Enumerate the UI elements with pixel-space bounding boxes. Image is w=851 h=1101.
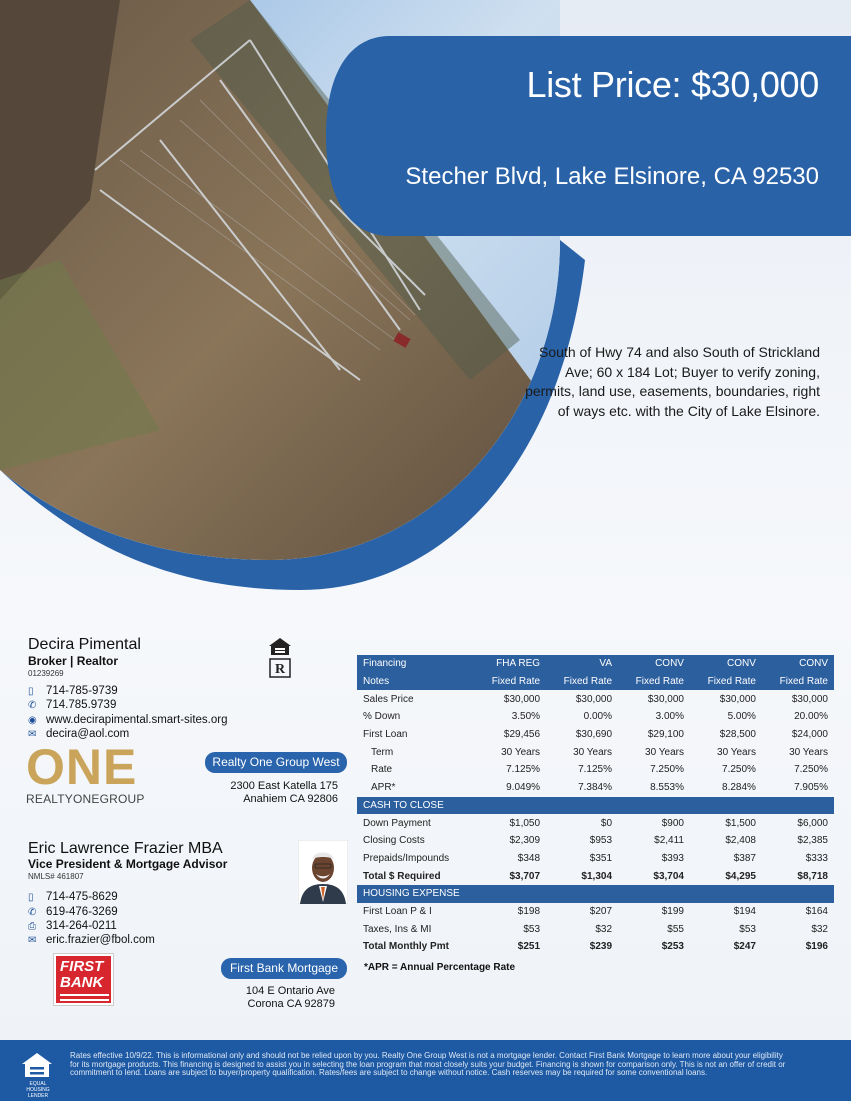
table-cell: $1,500 <box>725 817 756 829</box>
table-cell: $1,050 <box>509 817 541 829</box>
table-cell: 7.125% <box>506 764 541 776</box>
table-cell: $164 <box>805 905 828 917</box>
office-addr-line2: Anahiem CA 92806 <box>243 793 338 805</box>
table-cell: 3.50% <box>511 711 541 723</box>
table-cell: $194 <box>733 905 756 917</box>
table-cell: 7.250% <box>722 764 756 776</box>
table-row <box>357 903 834 921</box>
table-cell: 7.250% <box>650 764 684 776</box>
footer-disclaimer: Rates effective 10/9/22. This is informational only and should not be relied upon by you. Realty One Group West is not a mortgage lender. Contact First Bank Mortgage to learn more about your eligibility for its mortgage products. This financing is designed to assist you in selecting the loan program that most closely suits your budget. Financing is shown for comparison only. This is not an offer of credit or commitment to lend. Loans are subject to buyer/property qualification. Rates/fees are subject to change without notice. Cash reserves may be required for some conventional loans. <box>70 1051 786 1078</box>
realtor-license: 01239269 <box>28 669 64 678</box>
table-cell: Fixed Rate <box>690 673 762 691</box>
row-label: Down Payment <box>363 817 431 829</box>
row-label: Notes <box>357 673 474 691</box>
table-row <box>357 779 834 797</box>
table-cell: $207 <box>589 905 613 917</box>
table-cell: $251 <box>517 941 541 953</box>
table-cell: $30,000 <box>647 693 684 705</box>
lender-headshot <box>298 840 348 904</box>
table-cell: Fixed Rate <box>618 673 690 691</box>
table-row <box>357 850 834 868</box>
lender-fax: 314-264-0211 <box>46 920 117 932</box>
mobile-phone-icon: ▯ <box>28 685 34 697</box>
lender-license: NMLS# 461807 <box>28 872 84 881</box>
table-cell: $393 <box>661 852 684 864</box>
table-cell: Fixed Rate <box>546 673 618 691</box>
envelope-icon: ✉ <box>28 934 37 946</box>
table-cell: 5.00% <box>727 711 756 723</box>
table-cell: $2,411 <box>654 835 684 847</box>
table-cell: $239 <box>589 941 613 953</box>
mobile-phone-icon: ▯ <box>28 891 34 903</box>
table-cell: 30 Years <box>501 746 541 758</box>
lender-phone-row[interactable] <box>28 905 118 919</box>
table-cell: $333 <box>805 852 828 864</box>
table-cell: 30 Years <box>789 746 828 758</box>
table-cell: $30,000 <box>575 693 613 705</box>
row-label: Financing <box>357 655 474 673</box>
table-cell: $351 <box>589 852 613 864</box>
logo-mark: ONE <box>26 739 138 795</box>
realtor-website: www.decirapimental.smart-sites.org <box>46 714 228 726</box>
lender-mobile: 714-475-8629 <box>46 891 118 903</box>
realtor-name: Decira Pimental <box>28 636 141 653</box>
table-cell: $247 <box>733 941 756 953</box>
row-label: % Down <box>363 711 401 723</box>
table-row <box>357 867 834 885</box>
table-row <box>357 673 834 691</box>
realtor-phone2-row[interactable] <box>28 698 116 712</box>
row-label: First Loan <box>363 729 408 741</box>
table-cell: $2,385 <box>797 835 828 847</box>
realtor-email: decira@aol.com <box>46 728 130 740</box>
table-cell: CONV <box>762 655 834 673</box>
table-cell: $53 <box>523 923 541 935</box>
table-cell: 7.250% <box>794 764 828 776</box>
table-cell: 7.905% <box>794 782 828 794</box>
equal-housing-icon <box>268 637 292 681</box>
lender-name: Eric Lawrence Frazier MBA <box>28 840 223 857</box>
table-row <box>357 761 834 779</box>
table-cell: $2,309 <box>509 835 541 847</box>
table-cell: 7.125% <box>578 764 613 776</box>
table-cell: VA <box>546 655 618 673</box>
realty-one-logo <box>26 739 146 806</box>
first-bank-logo <box>54 954 113 1005</box>
office-addr-line1: 2300 East Katella 175 <box>230 780 338 792</box>
lender-fax-row[interactable] <box>28 919 117 933</box>
logo-wordmark: REALTYONEGROUP <box>26 792 145 806</box>
table-cell: 30 Years <box>717 746 756 758</box>
table-cell: $8,718 <box>797 870 828 882</box>
property-address: Stecher Blvd, Lake Elsinore, CA 92530 <box>405 163 819 190</box>
realtor-office-address <box>190 780 338 806</box>
table-cell: $196 <box>805 941 828 953</box>
table-cell: $55 <box>667 923 684 935</box>
lender-mobile-row[interactable] <box>28 890 118 904</box>
table-cell: Fixed Rate <box>762 673 834 691</box>
table-row <box>357 832 834 850</box>
table-cell: $30,000 <box>791 693 828 705</box>
table-row <box>357 743 834 761</box>
first-bank-logo-line1: FIRST <box>60 958 104 975</box>
office-addr-line2: Corona CA 92879 <box>247 998 335 1010</box>
table-cell: 30 Years <box>573 746 613 758</box>
lender-role: Vice President & Mortgage Advisor <box>28 857 228 871</box>
table-cell: 30 Years <box>645 746 684 758</box>
table-cell: $30,000 <box>719 693 756 705</box>
table-cell: $2,408 <box>725 835 756 847</box>
table-row <box>357 655 834 673</box>
row-label: Total Monthly Pmt <box>363 941 449 953</box>
realtor-website-row[interactable] <box>28 713 228 727</box>
row-label: Rate <box>371 764 393 776</box>
phone-icon: ✆ <box>28 906 37 918</box>
table-row <box>357 690 834 708</box>
lender-email: eric.frazier@fbol.com <box>46 934 155 946</box>
table-cell: $30,000 <box>503 693 541 705</box>
table-cell: $32 <box>595 923 613 935</box>
row-label: First Loan P & I <box>363 905 432 917</box>
table-cell: 20.00% <box>794 711 828 723</box>
realtor-phone1-row[interactable] <box>28 684 118 698</box>
equal-housing-lender-label: EQUAL HOUSING LENDER <box>26 1081 50 1099</box>
row-label: Closing Costs <box>363 835 425 847</box>
row-label: Sales Price <box>363 693 414 705</box>
table-cell: $32 <box>811 923 828 935</box>
table-cell: 7.384% <box>578 782 613 794</box>
table-cell: $253 <box>661 941 684 953</box>
lender-email-row[interactable] <box>28 933 155 947</box>
table-cell: 8.284% <box>722 782 756 794</box>
office-addr-line1: 104 E Ontario Ave <box>245 985 335 997</box>
section-header <box>357 885 834 903</box>
lender-office-badge: First Bank Mortgage <box>221 958 347 979</box>
section-header <box>357 797 834 815</box>
table-row <box>357 814 834 832</box>
table-cell: CONV <box>618 655 690 673</box>
section-label: CASH TO CLOSE <box>357 797 834 815</box>
lender-phone: 619-476-3269 <box>46 906 118 918</box>
table-cell: $953 <box>589 835 613 847</box>
table-cell: 9.049% <box>506 782 541 794</box>
fax-icon: ⎙ <box>28 920 36 932</box>
table-row <box>357 920 834 938</box>
property-description: South of Hwy 74 and also South of Strickland Ave; 60 x 184 Lot; Buyer to verify zoning, permits, land use, easements, boundaries, right of ways etc. with the City of Lake Elsinore. <box>525 344 820 419</box>
table-cell: CONV <box>690 655 762 673</box>
table-cell: $28,500 <box>719 729 756 741</box>
table-cell: FHA REG <box>474 655 546 673</box>
row-label: Total $ Required <box>363 870 441 882</box>
svg-text:R: R <box>274 662 286 677</box>
table-cell: $199 <box>661 905 684 917</box>
table-cell: $24,000 <box>791 729 828 741</box>
financing-table <box>357 655 834 956</box>
list-price: List Price: $30,000 <box>526 64 819 105</box>
row-label: Term <box>371 746 394 758</box>
table-row <box>357 708 834 726</box>
row-label: Taxes, Ins & MI <box>363 923 432 935</box>
table-cell: $0 <box>600 817 613 829</box>
realtor-phone1: 714-785-9739 <box>46 685 118 697</box>
envelope-icon: ✉ <box>28 728 37 740</box>
realtor-phone2: 714.785.9739 <box>46 699 117 711</box>
lender-office-address <box>190 985 335 1011</box>
globe-icon: ◉ <box>28 714 37 726</box>
table-cell: $1,304 <box>581 870 613 882</box>
table-row <box>357 726 834 744</box>
table-cell: $29,456 <box>503 729 541 741</box>
table-cell: $29,100 <box>647 729 684 741</box>
first-bank-logo-line2: BANK <box>60 974 104 991</box>
table-cell: Fixed Rate <box>474 673 546 691</box>
table-cell: $53 <box>739 923 756 935</box>
table-cell: $348 <box>517 852 541 864</box>
section-label: HOUSING EXPENSE <box>357 885 834 903</box>
realtor-office-badge: Realty One Group West <box>205 752 347 773</box>
row-label: APR* <box>371 782 396 794</box>
table-cell: $6,000 <box>797 817 828 829</box>
table-cell: 8.553% <box>650 782 684 794</box>
phone-icon: ✆ <box>28 699 37 711</box>
apr-footnote: *APR = Annual Percentage Rate <box>364 962 516 973</box>
table-cell: $3,704 <box>653 870 684 882</box>
table-cell: $30,690 <box>575 729 613 741</box>
table-cell: $900 <box>661 817 684 829</box>
table-cell: $387 <box>733 852 756 864</box>
realtor-role: Broker | Realtor <box>28 654 119 668</box>
table-cell: $4,295 <box>725 870 756 882</box>
table-cell: $198 <box>517 905 541 917</box>
table-row <box>357 938 834 956</box>
table-cell: 0.00% <box>583 711 613 723</box>
table-cell: 3.00% <box>655 711 684 723</box>
table-cell: $3,707 <box>509 870 541 882</box>
row-label: Prepaids/Impounds <box>363 852 450 864</box>
